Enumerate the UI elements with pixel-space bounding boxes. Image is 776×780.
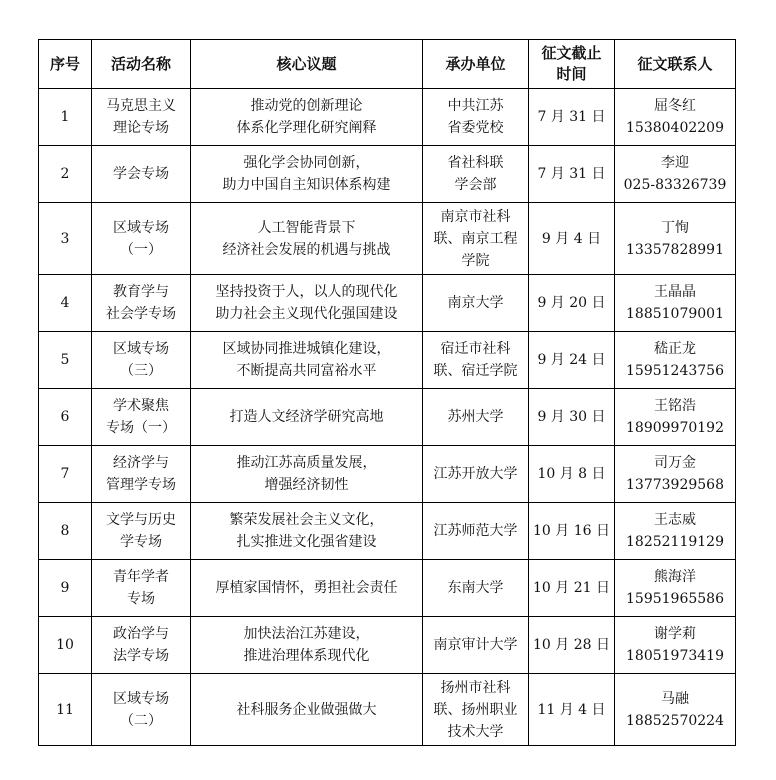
cell-name: 区域专场 （一）: [92, 203, 191, 275]
cell-topic: 推动江苏高质量发展， 增强经济韧性: [191, 446, 423, 503]
cell-contact: 谢学莉 18051973419: [615, 617, 736, 674]
cell-deadline: 7 月 31 日: [529, 89, 615, 146]
cell-org: 中共江苏 省委党校: [423, 89, 529, 146]
cell-topic: 繁荣发展社会主义文化， 扎实推进文化强省建设: [191, 503, 423, 560]
cell-no: 2: [39, 146, 92, 203]
cell-deadline: 10 月 28 日: [529, 617, 615, 674]
cell-topic: 强化学会协同创新， 助力中国自主知识体系构建: [191, 146, 423, 203]
cell-name: 教育学与 社会学专场: [92, 275, 191, 332]
cell-deadline: 10 月 21 日: [529, 560, 615, 617]
cell-org: 江苏开放大学: [423, 446, 529, 503]
cell-name: 学术聚焦 专场（一）: [92, 389, 191, 446]
cell-no: 8: [39, 503, 92, 560]
header-deadline: 征文截止 时间: [529, 40, 615, 89]
table-row: [39, 332, 736, 389]
cell-contact: 熊海洋 15951965586: [615, 560, 736, 617]
cell-name: 学会专场: [92, 146, 191, 203]
cell-org: 南京大学: [423, 275, 529, 332]
table-row: [39, 617, 736, 674]
cell-topic: 打造人文经济学研究高地: [191, 389, 423, 446]
cell-org: 南京审计大学: [423, 617, 529, 674]
cell-name: 经济学与 管理学专场: [92, 446, 191, 503]
cell-no: 10: [39, 617, 92, 674]
table-row: [39, 503, 736, 560]
cell-no: 4: [39, 275, 92, 332]
cell-name: 文学与历史 学专场: [92, 503, 191, 560]
cell-topic: 加快法治江苏建设， 推进治理体系现代化: [191, 617, 423, 674]
cell-name: 马克思主义 理论专场: [92, 89, 191, 146]
cell-no: 7: [39, 446, 92, 503]
table-row: [39, 674, 736, 746]
cell-deadline: 9 月 24 日: [529, 332, 615, 389]
cell-no: 5: [39, 332, 92, 389]
cell-topic: 厚植家国情怀，勇担社会责任: [191, 560, 423, 617]
cell-topic: 推动党的创新理论 体系化学理化研究阐释: [191, 89, 423, 146]
cell-deadline: 9 月 4 日: [529, 203, 615, 275]
cell-org: 南京市社科 联、南京工程 学院: [423, 203, 529, 275]
cell-deadline: 10 月 16 日: [529, 503, 615, 560]
cell-deadline: 11 月 4 日: [529, 674, 615, 746]
cell-deadline: 9 月 30 日: [529, 389, 615, 446]
header-org: 承办单位: [423, 40, 529, 89]
cell-name: 青年学者 专场: [92, 560, 191, 617]
table-row: [39, 275, 736, 332]
cell-deadline: 9 月 20 日: [529, 275, 615, 332]
cell-no: 1: [39, 89, 92, 146]
cell-no: 11: [39, 674, 92, 746]
activity-table: [38, 39, 736, 746]
cell-topic: 区域协同推进城镇化建设， 不断提高共同富裕水平: [191, 332, 423, 389]
cell-deadline: 7 月 31 日: [529, 146, 615, 203]
cell-contact: 李迎 025-83326739: [615, 146, 736, 203]
cell-no: 3: [39, 203, 92, 275]
cell-contact: 王铭浩 18909970192: [615, 389, 736, 446]
cell-org: 东南大学: [423, 560, 529, 617]
cell-org: 扬州市社科 联、扬州职业 技术大学: [423, 674, 529, 746]
cell-no: 6: [39, 389, 92, 446]
table-row: [39, 560, 736, 617]
table-row: [39, 446, 736, 503]
cell-contact: 丁恂 13357828991: [615, 203, 736, 275]
cell-contact: 嵇正龙 15951243756: [615, 332, 736, 389]
cell-deadline: 10 月 8 日: [529, 446, 615, 503]
header-topic: 核心议题: [191, 40, 423, 89]
cell-org: 宿迁市社科 联、宿迁学院: [423, 332, 529, 389]
table-row: [39, 389, 736, 446]
table-row: [39, 146, 736, 203]
cell-topic: 坚持投资于人，以人的现代化 助力社会主义现代化强国建设: [191, 275, 423, 332]
cell-contact: 屈冬红 15380402209: [615, 89, 736, 146]
cell-org: 省社科联 学会部: [423, 146, 529, 203]
table-header-row: [39, 40, 736, 89]
cell-topic: 人工智能背景下 经济社会发展的机遇与挑战: [191, 203, 423, 275]
table-row: [39, 89, 736, 146]
cell-topic: 社科服务企业做强做大: [191, 674, 423, 746]
cell-contact: 王晶晶 18851079001: [615, 275, 736, 332]
header-name: 活动名称: [92, 40, 191, 89]
cell-name: 区域专场 （二）: [92, 674, 191, 746]
cell-org: 江苏师范大学: [423, 503, 529, 560]
cell-name: 政治学与 法学专场: [92, 617, 191, 674]
header-contact: 征文联系人: [615, 40, 736, 89]
cell-contact: 司万金 13773929568: [615, 446, 736, 503]
document-page: [38, 39, 735, 746]
cell-contact: 王志威 18252119129: [615, 503, 736, 560]
table-row: [39, 203, 736, 275]
cell-org: 苏州大学: [423, 389, 529, 446]
cell-name: 区域专场 （三）: [92, 332, 191, 389]
cell-contact: 马融 18852570224: [615, 674, 736, 746]
header-no: 序号: [39, 40, 92, 89]
cell-no: 9: [39, 560, 92, 617]
